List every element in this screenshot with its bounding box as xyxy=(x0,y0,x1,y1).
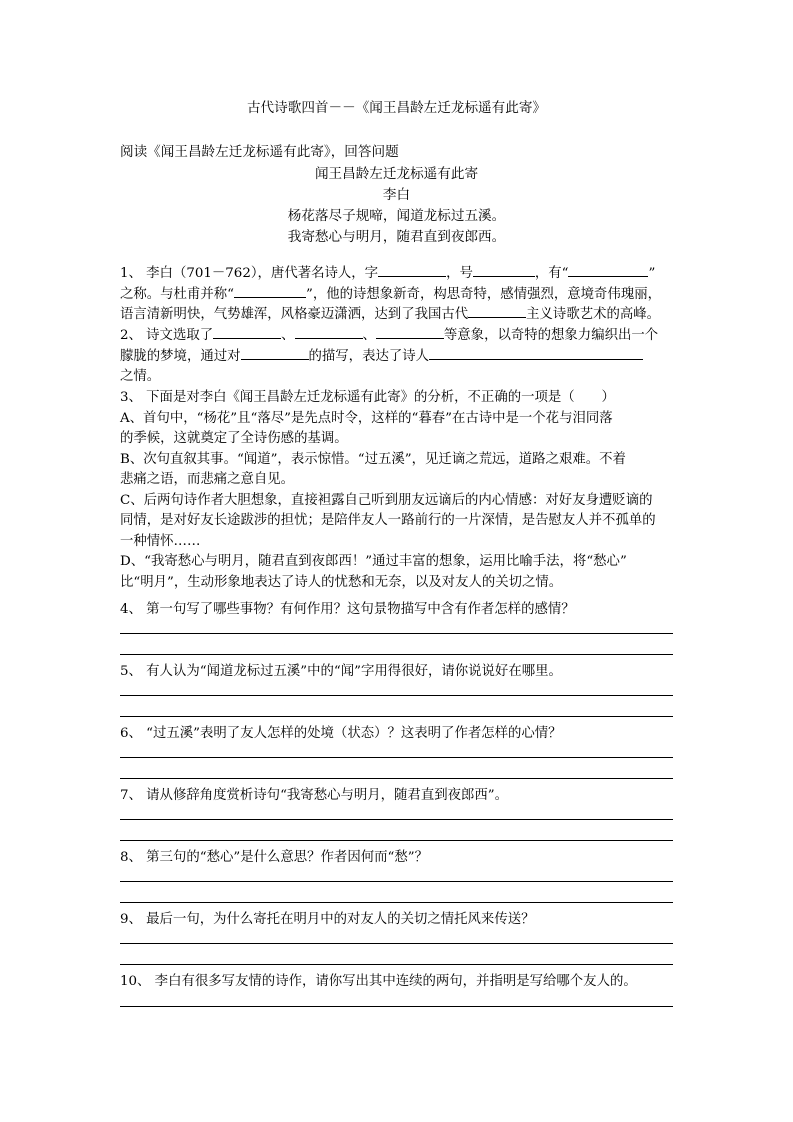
q1-text: ，有“ xyxy=(534,266,569,281)
q3-option-c: 同情，是对好友长途跋涉的担忧；是陪伴友人一路前行的一片深情，是告慰友人并不孤单的 xyxy=(120,513,656,528)
q2-blank-feeling[interactable] xyxy=(429,347,643,360)
q1-text: ”，他的诗想象新奇，构思奇特，感情强烈，意境奇伟瑰丽， xyxy=(305,286,661,302)
q2-blank-image-2[interactable] xyxy=(295,326,363,339)
q2-blank-image-1[interactable] xyxy=(213,326,281,339)
q1-text: 1、 李白（701－762），唐代著名诗人，字 xyxy=(120,266,379,281)
q3-option-a: 的季候，这就奠定了全诗伤感的基调。 xyxy=(120,431,348,446)
question-10: 10、 李白有很多写友情的诗作，请你写出其中连续的两句，并指明是写给哪个友人的。 xyxy=(120,974,637,989)
answer-line[interactable] xyxy=(120,943,673,944)
answer-line[interactable] xyxy=(120,695,673,696)
question-8: 8、 第三句的“愁心”是什么意思？作者因何而“愁”？ xyxy=(120,850,428,865)
poem-title: 闻王昌龄左迁龙标遥有此寄 xyxy=(314,166,479,182)
reading-instruction: 阅读《闻王昌龄左迁龙标遥有此寄》，回答问题 xyxy=(120,144,399,160)
q3-option-c: C、后两句诗作者大胆想象，直接袒露自己听到朋友远谪后的内心情感：对好友身遭贬谪的 xyxy=(120,492,653,508)
q3-option-a: A、首句中，“杨花”且“落尽”是先点时令，这样的“暮春”在古诗中是一个花与泪同落 xyxy=(120,410,613,426)
q3-option-d: 比“明月”，生动形象地表达了诗人的忧愁和无奈，以及对友人的关切之情。 xyxy=(120,574,563,590)
answer-line[interactable] xyxy=(120,633,673,634)
q1-text: 之称。与杜甫并称“ xyxy=(120,286,234,302)
answer-line[interactable] xyxy=(120,881,673,882)
q1-blank-art-name[interactable] xyxy=(473,264,535,277)
q2-text: 的描写，表达了诗人 xyxy=(308,348,430,364)
answer-line[interactable] xyxy=(120,1006,673,1007)
poem-author: 李白 xyxy=(382,187,411,203)
q1-blank-courtesy-name[interactable] xyxy=(378,264,446,277)
answer-line[interactable] xyxy=(120,778,673,779)
q2-text: 2、 诗文选取了 xyxy=(120,328,214,343)
question-6: 6、 “过五溪”表明了友人怎样的处境（状态）？这表明了作者怎样的心情？ xyxy=(120,726,562,741)
q2-blank-image-3[interactable] xyxy=(376,326,444,339)
q1-text: ” xyxy=(648,266,656,281)
q2-separator: 、 xyxy=(362,328,376,343)
q3-stem: 3、 下面是对李白《闻王昌龄左迁龙标遥有此寄》的分析，不正确的一项是（ ） xyxy=(120,390,615,405)
question-2 xyxy=(120,326,675,388)
question-1 xyxy=(120,264,675,326)
answer-line[interactable] xyxy=(120,840,673,841)
q3-option-c: 一种情怀…… xyxy=(120,533,201,549)
q2-separator: 、 xyxy=(281,328,295,343)
question-9: 9、 最后一句，为什么寄托在明月中的对友人的关切之情托风来传送？ xyxy=(120,912,535,927)
q1-text: ，号 xyxy=(446,266,473,281)
q2-text: 朦胧的梦境，通过对 xyxy=(120,348,241,364)
q1-text: 主义诗歌艺术的高峰。 xyxy=(526,307,661,322)
document-title: 古代诗歌四首－－《闻王昌龄左迁龙标遥有此寄》 xyxy=(246,100,547,116)
question-5: 5、 有人认为“闻道龙标过五溪”中的“闻”字用得很好，请你说说好在哪里。 xyxy=(120,664,562,679)
answer-line[interactable] xyxy=(120,757,673,758)
question-7: 7、 请从修辞角度赏析诗句“我寄愁心与明月，随君直到夜郎西”。 xyxy=(120,788,509,803)
q1-blank-title[interactable] xyxy=(568,264,648,277)
q3-option-d: D、“我寄愁心与明月，随君直到夜郎西！”通过丰富的想象，运用比喻手法，将“愁心” xyxy=(120,554,627,569)
poem-line-1: 杨花落尽子规啼，闻道龙标过五溪。 xyxy=(287,208,506,224)
q1-blank-school[interactable] xyxy=(468,305,526,318)
question-4: 4、 第一句写了哪些事物？有何作用？这句景物描写中含有作者怎样的感情？ xyxy=(120,602,575,617)
answer-line[interactable] xyxy=(120,964,673,965)
q2-text: 等意象，以奇特的想象力编织出一个 xyxy=(443,328,659,343)
answer-line[interactable] xyxy=(120,654,673,655)
poem-line-2: 我寄愁心与明月，随君直到夜郎西。 xyxy=(287,229,506,245)
question-3 xyxy=(120,388,675,593)
answer-line[interactable] xyxy=(120,902,673,903)
q2-text: 之情。 xyxy=(120,369,161,384)
answer-line[interactable] xyxy=(120,819,673,820)
answer-line[interactable] xyxy=(120,716,673,717)
q3-option-b: B、次句直叙其事。“闻道”，表示惊惜。“过五溪”，见迁谪之荒远，道路之艰难。不着 xyxy=(120,451,626,467)
q3-option-b: 悲痛之语，而悲痛之意自见。 xyxy=(120,472,295,487)
q1-blank-pairing[interactable] xyxy=(234,285,306,298)
q2-blank-description[interactable] xyxy=(241,347,309,360)
q1-text: 语言清新明快，气势雄浑，风格豪迈潇洒，达到了我国古代 xyxy=(120,307,469,322)
